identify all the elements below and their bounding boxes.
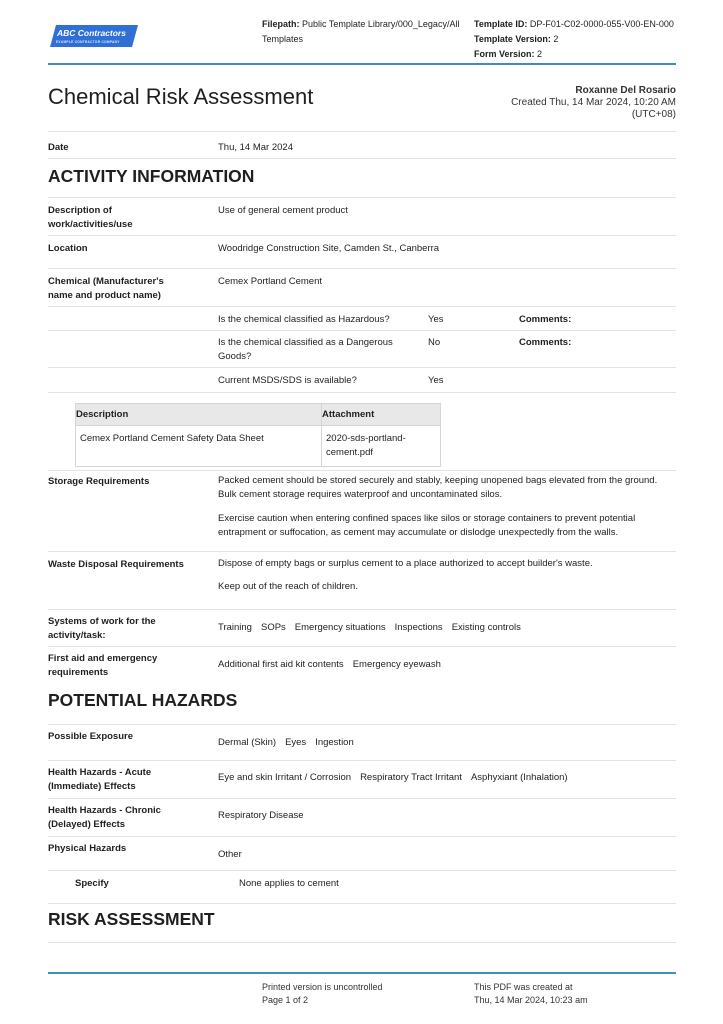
footer-printed-note: Printed version is uncontrolled Page 1 of 2	[262, 982, 383, 1005]
logo-text: ABC Contractors	[57, 28, 126, 38]
dangerous-goods-question-row	[48, 330, 676, 368]
waste-paragraph-2: Keep out of the reach of children.	[218, 581, 358, 592]
msds-answer: Yes	[428, 375, 444, 386]
acute-tags	[218, 771, 577, 785]
description-label: Description of work/activities/use	[48, 205, 133, 230]
tag-training: Training	[218, 622, 252, 633]
chronic-row	[48, 798, 676, 836]
header-divider	[48, 63, 676, 65]
attachment-description: Cemex Portland Cement Safety Data Sheet	[80, 433, 264, 444]
acute-row	[48, 760, 676, 798]
specify-label: Specify	[75, 878, 109, 889]
firstaid-label: First aid and emergency requirements	[48, 653, 158, 678]
systems-row	[48, 609, 676, 646]
created-timezone: (UTC+08)	[631, 109, 676, 120]
tag-asphyxiant: Asphyxiant (Inhalation)	[470, 772, 568, 783]
chronic-value: Respiratory Disease	[218, 810, 304, 821]
location-row	[48, 235, 676, 268]
hazardous-answer: Yes	[428, 314, 444, 325]
waste-label: Waste Disposal Requirements	[48, 559, 184, 570]
section-heading-activity: ACTIVITY INFORMATION	[48, 166, 255, 186]
tag-eyes: Eyes	[285, 737, 307, 748]
dangerous-goods-answer: No	[428, 337, 441, 348]
footer-created-note: This PDF was created at Thu, 14 Mar 2024, 10:23 am	[474, 982, 588, 1005]
hazardous-question: Is the chemical classified as Hazardous?	[218, 314, 390, 325]
logo-subtitle: EXAMPLE CONTRACTOR COMPANY	[56, 40, 120, 44]
attachment-file-link[interactable]: 2020-sds-portland- cement.pdf	[326, 433, 406, 458]
exposure-row	[48, 724, 676, 760]
msds-question: Current MSDS/SDS is available?	[218, 375, 357, 386]
hazardous-comments-label: Comments:	[519, 314, 572, 325]
firstaid-row	[48, 646, 676, 686]
storage-paragraph-2: Exercise caution when entering confined spaces like silos or storage containers to prevent potential entrapment or suffocation, as cement may accumulate or dislodge unexpectedly from the walls.	[218, 513, 636, 538]
tag-first-aid-kit: Additional first aid kit contents	[218, 659, 344, 670]
storage-paragraph-1: Packed cement should be stored securely and stably, keeping unopened bags elevated from the ground. Bulk cement storage requires waterproof and uncontaminated silos.	[218, 475, 658, 500]
exposure-label: Possible Exposure	[48, 731, 134, 742]
location-label: Location	[48, 243, 88, 254]
description-row	[48, 197, 676, 236]
firstaid-tags	[218, 658, 450, 672]
table-column-divider	[321, 404, 322, 466]
dangerous-goods-question: Is the chemical classified as a Dangerous Goods?	[218, 337, 393, 362]
specify-row	[48, 870, 676, 904]
waste-paragraph-1: Dispose of empty bags or surplus cement to a place authorized to accept builder's waste.	[218, 558, 593, 569]
col-description-header: Description	[76, 409, 129, 420]
msds-question-row	[48, 367, 676, 393]
description-value: Use of general cement product	[218, 205, 348, 216]
acute-label: Health Hazards - Acute (Immediate) Effects	[48, 767, 152, 792]
tag-emergency-eyewash: Emergency eyewash	[352, 659, 441, 670]
attachments-table-header	[76, 404, 440, 426]
storage-label: Storage Requirements	[48, 476, 150, 487]
tag-ingestion: Ingestion	[315, 737, 354, 748]
footer-divider	[48, 972, 676, 974]
tag-emergency-situations: Emergency situations	[294, 622, 386, 633]
page-header	[0, 0, 723, 66]
page-title: Chemical Risk Assessment	[48, 84, 314, 109]
chemical-label: Chemical (Manufacturer's name and product name)	[48, 276, 164, 301]
col-attachment-header: Attachment	[322, 409, 375, 420]
tag-sops: SOPs	[260, 622, 286, 633]
dangerous-goods-comments-label: Comments:	[519, 337, 572, 348]
activity-heading-row	[48, 158, 676, 198]
tag-inspections: Inspections	[394, 622, 443, 633]
location-value: Woodridge Construction Site, Camden St., Canberra	[218, 243, 440, 254]
author-block	[511, 85, 676, 121]
chronic-label: Health Hazards - Chronic (Delayed) Effects	[48, 805, 161, 830]
risk-divider	[48, 942, 676, 943]
table-row	[76, 426, 440, 466]
tag-eye-skin-irritant: Eye and skin Irritant / Corrosion	[218, 772, 352, 783]
tag-dermal: Dermal (Skin)	[218, 737, 277, 748]
tag-respiratory-irritant: Respiratory Tract Irritant	[360, 772, 462, 783]
systems-label: Systems of work for the activity/task:	[48, 616, 156, 641]
date-label: Date	[48, 142, 69, 153]
author-name: Roxanne Del Rosario	[575, 85, 676, 96]
section-heading-risk: RISK ASSESSMENT	[48, 909, 215, 929]
filepath-info: Filepath: Public Template Library/000_Legacy/All Templates	[262, 19, 460, 44]
chemical-value: Cemex Portland Cement	[218, 276, 323, 287]
tag-existing-controls: Existing controls	[451, 622, 521, 633]
attachments-table	[75, 403, 441, 467]
date-row	[48, 131, 676, 159]
chemical-row	[48, 268, 676, 307]
section-heading-hazards: POTENTIAL HAZARDS	[48, 690, 238, 710]
template-info: Template ID: DP-F01-C02-0000-055-V00-EN-000 Template Version: 2 Form Version: 2	[474, 19, 674, 59]
exposure-tags	[218, 736, 363, 750]
date-value: Thu, 14 Mar 2024	[218, 142, 293, 153]
physical-row	[48, 836, 676, 870]
specify-value: None applies to cement	[239, 878, 339, 889]
hazardous-question-row	[48, 306, 676, 331]
physical-label: Physical Hazards	[48, 843, 127, 854]
created-date: Created Thu, 14 Mar 2024, 10:20 AM	[511, 97, 676, 108]
systems-tags	[218, 621, 530, 635]
physical-value: Other	[218, 849, 242, 860]
page-number: Page 1 of 2	[262, 995, 309, 1005]
